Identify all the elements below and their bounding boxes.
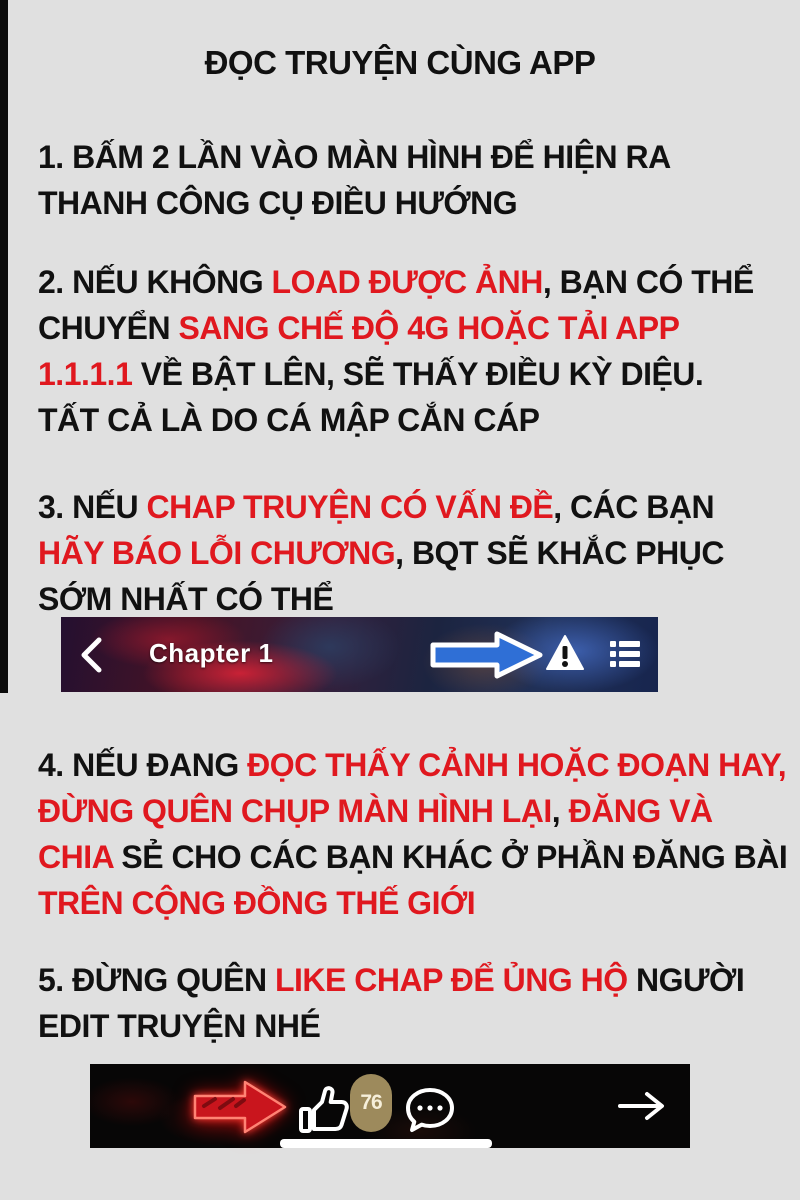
- highlight-text: HÃY BÁO LỖI CHƯƠNG: [38, 535, 396, 571]
- like-count: 76: [360, 1091, 382, 1114]
- page-edge-strip: [0, 0, 8, 693]
- highlight-text: LOAD ĐƯỢC ẢNH: [271, 264, 543, 300]
- home-indicator: [280, 1139, 492, 1148]
- page-title: ĐỌC TRUYỆN CÙNG APP: [204, 44, 596, 81]
- back-chevron-icon[interactable]: [79, 636, 103, 674]
- like-bar-screenshot: [90, 1064, 690, 1148]
- instruction-line: [38, 134, 780, 180]
- highlight-text: ĐỪNG QUÊN CHỤP MÀN HÌNH LẠI: [38, 793, 552, 829]
- list-icon[interactable]: [610, 639, 640, 669]
- instruction-3: [38, 484, 780, 622]
- instruction-4: [38, 742, 788, 926]
- body-text: THANH CÔNG CỤ ĐIỀU HƯỚNG: [38, 185, 518, 221]
- body-text: , CÁC BẠN: [553, 489, 715, 525]
- red-arrow-icon: [190, 1076, 290, 1138]
- chapter-title: Chapter 1: [149, 638, 274, 668]
- warning-triangle-icon[interactable]: [545, 634, 585, 672]
- highlight-text: CHIA: [38, 839, 114, 875]
- body-text: VỀ BẬT LÊN, SẼ THẤY ĐIỀU KỲ DIỆU.: [132, 356, 704, 392]
- next-arrow-icon[interactable]: [618, 1090, 666, 1122]
- comment-icon[interactable]: [404, 1086, 456, 1136]
- instruction-line: [38, 305, 780, 351]
- highlight-text: LIKE CHAP ĐỂ ỦNG HỘ: [274, 962, 628, 998]
- instruction-line: [38, 180, 780, 226]
- highlight-text: SANG CHẾ ĐỘ 4G HOẶC TẢI APP: [178, 310, 680, 346]
- instruction-1: [38, 134, 780, 226]
- instruction-line: [38, 484, 780, 530]
- body-text: , BẠN CÓ THỂ: [542, 264, 754, 300]
- instruction-line: [38, 530, 780, 576]
- body-text: ,: [551, 793, 569, 829]
- highlight-text: CHAP TRUYỆN CÓ VẤN ĐỀ: [146, 489, 554, 525]
- chapter-nav-screenshot: [61, 617, 658, 692]
- body-text: 1. BẤM 2 LẦN VÀO MÀN HÌNH ĐỂ HIỆN RA: [38, 139, 671, 175]
- thumbs-up-icon[interactable]: [298, 1084, 350, 1136]
- body-text: , BQT SẼ KHẮC PHỤC: [395, 535, 724, 571]
- instruction-line: [38, 576, 780, 622]
- body-text: 3. NẾU: [38, 489, 147, 525]
- instruction-line: [38, 397, 780, 443]
- body-text: NGƯỜI: [627, 962, 745, 998]
- instruction-line: [38, 880, 780, 926]
- instruction-line: [38, 788, 780, 834]
- highlight-text: ĐĂNG VÀ: [568, 793, 713, 829]
- blue-arrow-icon: [429, 628, 545, 682]
- body-text: TẤT CẢ LÀ DO CÁ MẬP CẮN CÁP: [38, 402, 540, 438]
- body-text: CHUYỂN: [38, 310, 179, 346]
- body-text: 2. NẾU KHÔNG: [38, 264, 272, 300]
- instruction-line: [38, 1003, 780, 1049]
- body-text: SỚM NHẤT CÓ THỂ: [38, 581, 334, 617]
- body-text: EDIT TRUYỆN NHÉ: [38, 1008, 321, 1044]
- instruction-line: [38, 957, 780, 1003]
- highlight-text: ĐỌC THẤY CẢNH HOẶC ĐOẠN HAY,: [247, 747, 787, 783]
- instruction-5: [38, 957, 780, 1049]
- body-text: 4. NẾU ĐANG: [38, 747, 248, 783]
- instruction-line: [38, 742, 787, 788]
- body-text: SẺ CHO CÁC BẠN KHÁC Ở PHẦN ĐĂNG BÀI: [113, 839, 788, 875]
- highlight-text: 1.1.1.1: [38, 356, 133, 392]
- instruction-line: [38, 834, 788, 880]
- instruction-2: [38, 259, 780, 443]
- highlight-text: TRÊN CỘNG ĐỒNG THẾ GIỚI: [38, 885, 476, 921]
- instruction-line: [38, 351, 780, 397]
- like-count-badge: [350, 1074, 392, 1132]
- instruction-line: [38, 259, 780, 305]
- body-text: 5. ĐỪNG QUÊN: [38, 962, 275, 998]
